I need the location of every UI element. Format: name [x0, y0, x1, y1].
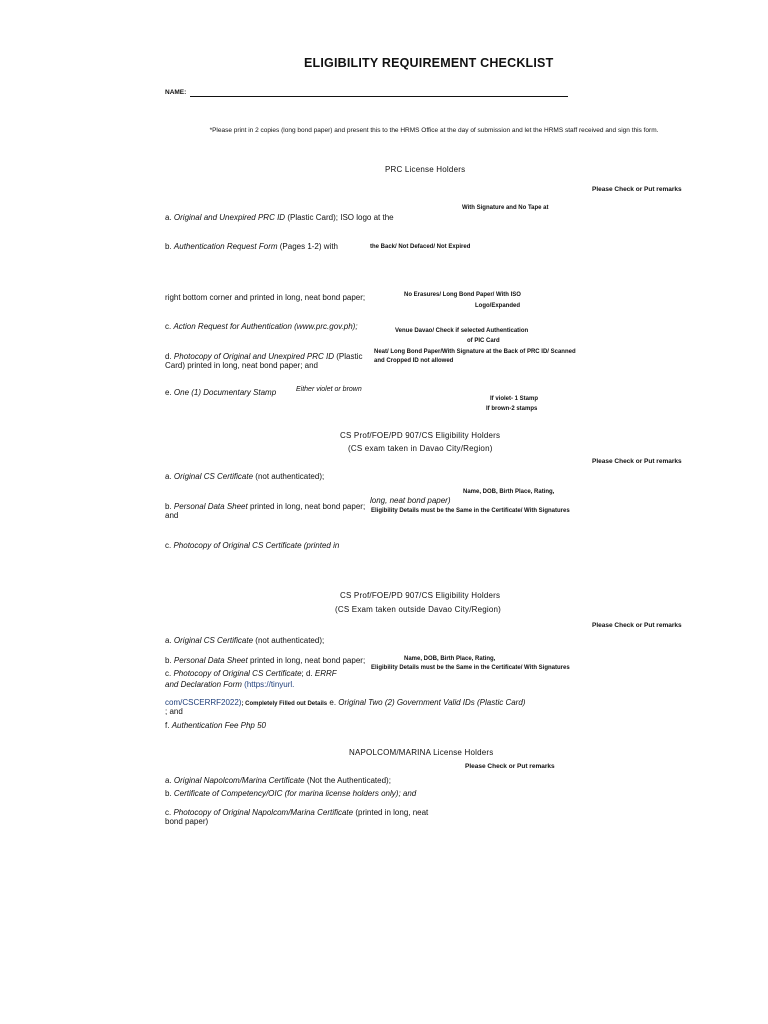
prc-item-d-rest: (Plastic Card) printed in long, neat bond paper; and [165, 352, 363, 370]
napolcom-item-c-name: Photocopy of Original Napolcom/Marina Certificate [173, 808, 354, 817]
cs1-item-b-prefix: b. [165, 502, 172, 511]
cs2-remark-filled: ; Completely Filled out Details [241, 701, 328, 707]
prc-item-b-continued: right bottom corner and printed in long, neat bond paper; [165, 293, 366, 302]
prc-remark-erasures: No Erasures/ Long Bond Paper/ With ISO [404, 292, 521, 298]
prc-remark-stamp-color [296, 386, 362, 393]
cs2-item-f-name: Authentication Fee Php 50 [171, 721, 266, 730]
prc-item-b [165, 242, 338, 251]
cs2-errf-link-part1[interactable]: (https://tinyurl. [244, 680, 295, 689]
prc-remark-stamp-color-text: Either violet or brown [296, 386, 362, 393]
cs2-item-a [165, 636, 324, 645]
napolcom-item-c-prefix: c. [165, 808, 172, 817]
cs1-item-a-rest: (not authenticated); [255, 472, 325, 481]
prc-remarks-label: Please Check or Put remarks [592, 186, 682, 193]
prc-remark-violet: If violet- 1 Stamp [490, 396, 539, 402]
cs1-item-a-name: Original CS Certificate [173, 472, 254, 481]
napolcom-item-a-name: Original Napolcom/Marina Certificate [173, 776, 305, 785]
prc-remark-brown: If brown-2 stamps [486, 406, 538, 412]
prc-item-a-prefix: a. [165, 213, 172, 222]
cs1-section-heading: CS Prof/FOE/PD 907/CS Eligibility Holders [340, 431, 501, 440]
cs1-item-c-prefix: c. [165, 541, 172, 550]
cs2-item-e-rest: ; and [165, 707, 183, 716]
prc-remark-neat: Neat/ Long Bond Paper/With Signature at the Back of PRC ID/ Scanned and Cropped ID not allowed [374, 349, 576, 364]
prc-item-a [165, 213, 394, 222]
cs2-remarks-label: Please Check or Put remarks [592, 622, 682, 629]
prc-item-b-prefix: b. [165, 242, 172, 251]
cs2-item-e-prefix: e. [329, 698, 337, 707]
cs2-item-a-prefix: a. [165, 636, 172, 645]
prc-item-d-name: Photocopy of Original and Unexpired PRC ID [173, 352, 334, 361]
prc-item-c-name: Action Request for Authentication (www.prc.gov.ph); [173, 322, 358, 331]
napolcom-item-b-prefix: b. [165, 789, 172, 798]
cs2-item-f [165, 721, 266, 730]
cs2-item-c-prefix: c. [165, 669, 172, 678]
cs2-item-c-rest: ; d. [301, 669, 313, 678]
cs2-item-e-continued [165, 707, 183, 716]
napolcom-section-heading: NAPOLCOM/MARINA License Holders [349, 748, 494, 757]
cs2-item-e [165, 698, 525, 707]
cs2-item-c-name: Photocopy of Original CS Certificate [173, 669, 302, 678]
cs1-remarks-label: Please Check or Put remarks [592, 458, 682, 465]
prc-item-b-name: Authentication Request Form [173, 242, 278, 251]
cs2-errf-link-part2[interactable]: com/CSCERRF2022) [165, 698, 242, 707]
cs1-remark-long-bond-text: long, neat bond paper) [370, 496, 451, 505]
cs2-item-b-name: Personal Data Sheet [173, 656, 248, 665]
cs2-item-a-name: Original CS Certificate [173, 636, 254, 645]
cs1-remark-eligibility: Eligibility Details must be the Same in the Certificate/ With Signatures [371, 508, 570, 514]
prc-item-d [165, 352, 370, 370]
cs1-item-c-name: Photocopy of Original CS Certificate (printed in [173, 541, 340, 550]
cs1-remark-long-bond [370, 496, 451, 505]
name-label: NAME: [165, 89, 187, 96]
cs2-item-e-name: Original Two (2) Government Valid IDs (Plastic Card) [338, 698, 526, 707]
napolcom-item-a-prefix: a. [165, 776, 172, 785]
prc-section-heading: PRC License Holders [385, 165, 466, 174]
cs1-section-subheading: (CS exam taken in Davao City/Region) [348, 444, 493, 453]
cs2-section-subheading: (CS Exam taken outside Davao City/Region) [335, 605, 502, 614]
napolcom-item-a-rest: (Not the Authenticated); [306, 776, 391, 785]
prc-remark-venue: Venue Davao/ Check if selected Authentication [395, 328, 529, 334]
cs1-item-b-rest: printed in long, neat bond paper; and [165, 502, 366, 520]
cs2-item-b [165, 656, 365, 665]
prc-remark-signature: With Signature and No Tape at [462, 205, 549, 211]
prc-item-c [165, 322, 358, 331]
print-instruction-note: *Please print in 2 copies (long bond paper) and present this to the HRMS Office at the day of submission and let the HRMS staff received and sign this form. [209, 127, 659, 134]
page-title: ELIGIBILITY REQUIREMENT CHECKLIST [304, 56, 554, 70]
napolcom-item-c [165, 808, 440, 826]
napolcom-item-c-rest: (printed in long, neat bond paper) [165, 808, 429, 826]
prc-item-d-prefix: d. [165, 352, 172, 361]
cs1-item-b [165, 502, 370, 520]
cs2-item-b-prefix: b. [165, 656, 172, 665]
napolcom-item-b-name: Certificate of Competency/OIC (for marina license holders only); and [173, 789, 417, 798]
cs2-item-f-prefix: f. [165, 721, 170, 730]
cs2-item-d-declaration: and Declaration Form [165, 680, 242, 689]
cs1-item-c [165, 541, 339, 550]
napolcom-remarks-label: Please Check or Put remarks [465, 763, 555, 770]
prc-item-a-tail: ISO logo at the [340, 213, 394, 222]
prc-item-b-rest: (Pages 1-2) with [279, 242, 338, 251]
prc-remark-pic-card: of PIC Card [467, 338, 500, 344]
cs2-item-a-rest: (not authenticated); [255, 636, 325, 645]
cs2-remark-eligibility: Eligibility Details must be the Same in the Certificate/ With Signatures [371, 665, 570, 671]
cs1-item-b-name: Personal Data Sheet [173, 502, 248, 511]
cs1-remark-name-dob: Name, DOB, Birth Place, Rating, [463, 489, 555, 495]
name-field-line[interactable] [190, 96, 568, 97]
prc-item-a-rest: (Plastic Card); [287, 213, 338, 222]
prc-item-a-name: Original and Unexpired PRC ID [173, 213, 286, 222]
prc-item-e-name: One (1) Documentary Stamp [173, 388, 277, 397]
prc-item-e [165, 388, 276, 397]
cs2-item-d-name: ERRF [314, 669, 337, 678]
napolcom-item-a [165, 776, 391, 785]
cs1-item-a-prefix: a. [165, 472, 172, 481]
cs2-item-c [165, 669, 337, 678]
cs2-section-heading: CS Prof/FOE/PD 907/CS Eligibility Holders [340, 591, 501, 600]
prc-item-c-prefix: c. [165, 322, 172, 331]
prc-remark-logo: Logo/Expanded [475, 303, 520, 309]
prc-remark-back: the Back/ Not Defaced/ Not Expired [370, 244, 471, 250]
cs2-item-b-rest: printed in long, neat bond paper; [249, 656, 366, 665]
cs1-item-a [165, 472, 324, 481]
napolcom-item-b [165, 789, 455, 798]
cs2-item-d-line2 [165, 680, 294, 689]
cs2-remark-name-dob: Name, DOB, Birth Place, Rating, [404, 656, 496, 662]
prc-item-e-prefix: e. [165, 388, 172, 397]
